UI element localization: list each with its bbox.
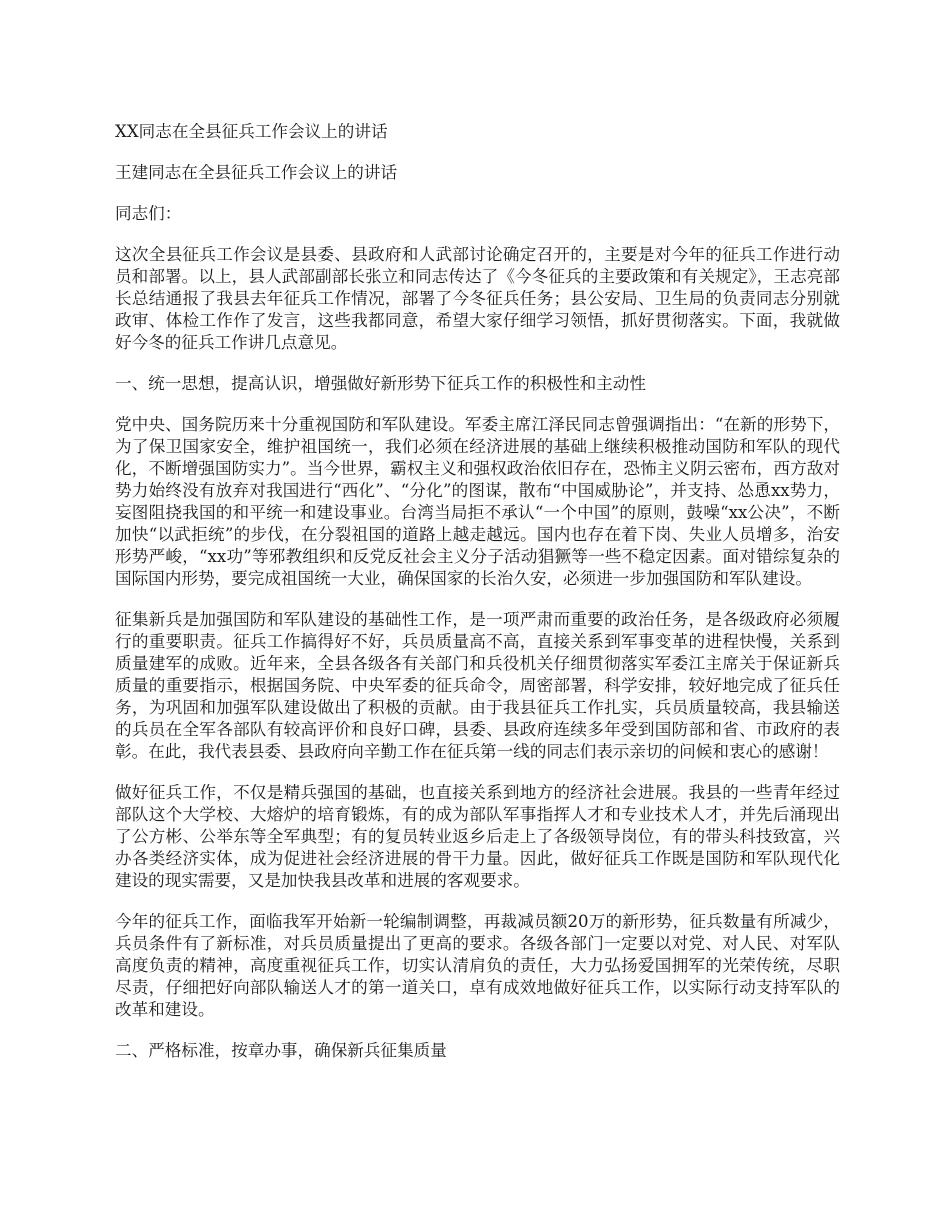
document-body — [115, 121, 840, 1081]
paragraph: 征集新兵是加强国防和军队建设的基础性工作，是一项严肃而重要的政治任务，是各级政府必须履行的重要职责。征兵工作搞得好不好，兵员质量高不高，直接关系到军事变革的进程快慢，关系到质量建军的成败。近年来，全县各级各有关部门和兵役机关仔细贯彻落实军委江主席关于保证新兵质量的重要指示，根据国务院、中央军委的征兵命令，周密部署，科学安排，较好地完成了征兵任务，为巩固和加强军队建设做出了积极的贡献。由于我县征兵工作扎实，兵员质量较高，我县输送的兵员在全军各部队有较高评价和良好口碑，县委、县政府连续多年受到国防部和省、市政府的表彰。在此，我代表县委、县政府向辛勤工作在征兵第一线的同志们表示亲切的问候和衷心的感谢！ — [115, 610, 840, 761]
paragraph-intro: 这次全县征兵工作会议是县委、县政府和人武部讨论确定召开的，主要是对今年的征兵工作进行动员和部署。以上，县人武部副部长张立和同志传达了《今冬征兵的主要政策和有关规定》，王志亮部长总结通报了我县去年征兵工作情况，部署了今冬征兵任务；县公安局、卫生局的负责同志分别就政审、体检工作作了发言，这些我都同意，希望大家仔细学习领悟，抓好贯彻落实。下面，我就做好今冬的征兵工作讲几点意见。 — [115, 245, 840, 352]
document-subtitle: 王建同志在全县征兵工作会议上的讲话 — [115, 163, 398, 182]
paragraph: 做好征兵工作，不仅是精兵强国的基础，也直接关系到地方的经济社会进展。我县的一些青年经过部队这个大学校、大熔炉的培育锻炼，有的成为部队军事指挥人才和专业技术人才，并先后涌现出了公方彬、公举东等全军典型；有的复员转业返乡后走上了各级领导岗位，有的带头科技致富，兴办各类经济实体，成为促进社会经济进展的骨干力量。因此，做好征兵工作既是国防和军队现代化建设的现实需要，又是加快我县改革和进展的客观要求。 — [115, 783, 840, 890]
section-heading-2: 二、严格标准，按章办事，确保新兵征集质量 — [115, 1041, 447, 1060]
document-title: XX同志在全县征兵工作会议上的讲话 — [115, 122, 388, 141]
section-heading-1: 一、统一思想，提高认识，增强做好新形势下征兵工作的积极性和主动性 — [115, 374, 646, 393]
paragraph: 今年的征兵工作，面临我军开始新一轮编制调整，再裁减员额20万的新形势，征兵数量有所减少，兵员条件有了新标准，对兵员质量提出了更高的要求。各级各部门一定要以对党、对人民、对军队高度负责的精神，高度重视征兵工作，切实认清肩负的责任，大力弘扬爱国拥军的光荣传统，尽职尽责，仔细把好向部队输送人才的第一道关口，卓有成效地做好征兵工作，以实际行动支持军队的改革和建设。 — [115, 912, 840, 1019]
paragraph: 党中央、国务院历来十分重视国防和军队建设。军委主席江泽民同志曾强调指出：“在新的形势下，为了保卫国家安全，维护祖国统一，我们必须在经济进展的基础上继续积极推动国防和军队的现代化，不断增强国防实力”。当今世界，霸权主义和强权政治依旧存在，恐怖主义阴云密布，西方敌对势力始终没有放弃对我国进行“西化”、“分化”的图谋，散布“中国威胁论”，并支持、怂恿xx势力，妄图阻挠我国的和平统一和建设事业。台湾当局拒不承认“一个中国”的原则，鼓噪“xx公决”，不断加快“以武拒统”的步伐，在分裂祖国的道路上越走越远。国内也存在着下岗、失业人员增多，治安形势严峻，“xx功”等邪教组织和反党反社会主义分子活动猖獗等一些不稳定因素。面对错综复杂的国际国内形势，要完成祖国统一大业，确保国家的长治久安，必须进一步加强国防和军队建设。 — [115, 415, 840, 588]
salutation: 同志们： — [115, 204, 182, 223]
